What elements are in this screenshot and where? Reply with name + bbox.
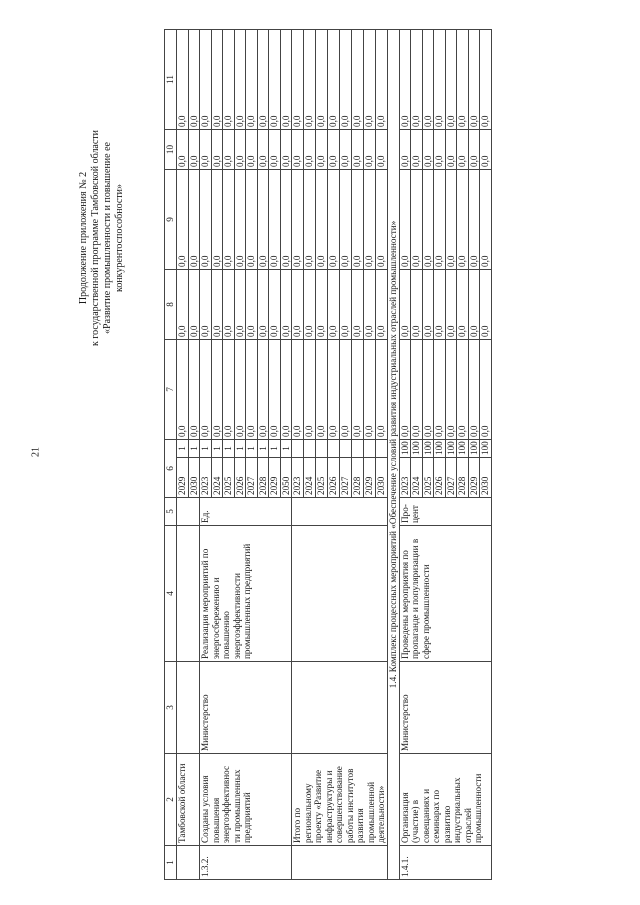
funding-cell: 0,0 bbox=[375, 340, 387, 440]
funding-cell: 0,0 bbox=[351, 270, 363, 340]
col-number: 9 bbox=[165, 170, 177, 270]
funding-cell: 0,0 bbox=[457, 30, 469, 130]
funding-cell: 0,0 bbox=[457, 170, 469, 270]
funding-cell: 0,0 bbox=[422, 340, 434, 440]
indicator-value-cell bbox=[363, 440, 375, 458]
funding-cell: 0,0 bbox=[445, 170, 457, 270]
funding-cell: 0,0 bbox=[188, 30, 200, 130]
indicator-value-cell bbox=[339, 440, 351, 458]
funding-cell: 0,0 bbox=[411, 30, 423, 130]
funding-cell: 0,0 bbox=[375, 30, 387, 130]
indicator-value-cell: 100 bbox=[411, 440, 423, 458]
funding-cell: 0,0 bbox=[457, 130, 469, 170]
item-description: Созданы условия повышения энергоэффективнос ти промышленных предприятий bbox=[200, 754, 292, 846]
year-cell: 2023 bbox=[292, 458, 304, 498]
year-cell: 2026 bbox=[327, 458, 339, 498]
funding-cell: 0,0 bbox=[257, 270, 269, 340]
indicator-value-cell: 1 bbox=[257, 440, 269, 458]
funding-cell: 0,0 bbox=[303, 130, 315, 170]
funding-cell: 0,0 bbox=[257, 170, 269, 270]
indicator-value-cell: 1 bbox=[234, 440, 246, 458]
funding-cell: 0,0 bbox=[303, 30, 315, 130]
funding-cell: 0,0 bbox=[257, 340, 269, 440]
indicator-value-cell: 1 bbox=[188, 440, 200, 458]
funding-cell: 0,0 bbox=[292, 130, 304, 170]
col-number: 2 bbox=[165, 754, 177, 846]
funding-cell: 0,0 bbox=[292, 270, 304, 340]
funding-cell: 0,0 bbox=[223, 270, 235, 340]
funding-cell: 0,0 bbox=[339, 340, 351, 440]
page-number: 21 bbox=[30, 447, 42, 457]
funding-cell: 0,0 bbox=[234, 130, 246, 170]
funding-cell: 0,0 bbox=[422, 130, 434, 170]
year-cell: 2024 bbox=[211, 458, 223, 498]
indicator-name bbox=[177, 526, 200, 662]
funding-cell: 0,0 bbox=[411, 130, 423, 170]
funding-cell: 0,0 bbox=[246, 340, 258, 440]
funding-cell: 0,0 bbox=[327, 270, 339, 340]
year-cell: 2025 bbox=[223, 458, 235, 498]
funding-cell: 0,0 bbox=[269, 30, 281, 130]
indicator-value-cell bbox=[327, 440, 339, 458]
indicator-value-cell: 100 bbox=[457, 440, 469, 458]
funding-cell: 0,0 bbox=[434, 340, 446, 440]
unit-of-measure: Ед. bbox=[200, 498, 292, 526]
year-cell: 2024 bbox=[411, 458, 423, 498]
funding-cell: 0,0 bbox=[339, 130, 351, 170]
funding-cell: 0,0 bbox=[422, 30, 434, 130]
funding-cell: 0,0 bbox=[315, 170, 327, 270]
indicator-value-cell: 1 bbox=[223, 440, 235, 458]
year-cell: 2027 bbox=[339, 458, 351, 498]
funding-cell: 0,0 bbox=[269, 270, 281, 340]
funding-cell: 0,0 bbox=[434, 270, 446, 340]
funding-cell: 0,0 bbox=[234, 170, 246, 270]
funding-cell: 0,0 bbox=[339, 170, 351, 270]
indicator-value-cell bbox=[375, 440, 387, 458]
year-cell: 2023 bbox=[399, 458, 411, 498]
funding-cell: 0,0 bbox=[363, 130, 375, 170]
funding-cell: 0,0 bbox=[434, 130, 446, 170]
year-cell: 2025 bbox=[422, 458, 434, 498]
funding-cell: 0,0 bbox=[211, 170, 223, 270]
funding-cell: 0,0 bbox=[246, 30, 258, 130]
funding-cell: 0,0 bbox=[480, 340, 492, 440]
funding-cell: 0,0 bbox=[339, 270, 351, 340]
funding-cell: 0,0 bbox=[223, 170, 235, 270]
year-cell: 2028 bbox=[257, 458, 269, 498]
funding-cell: 0,0 bbox=[445, 340, 457, 440]
indicator-value-cell: 100 bbox=[445, 440, 457, 458]
funding-cell: 0,0 bbox=[188, 340, 200, 440]
funding-cell: 0,0 bbox=[457, 270, 469, 340]
funding-cell: 0,0 bbox=[363, 270, 375, 340]
item-number bbox=[292, 846, 388, 880]
col-number: 11 bbox=[165, 30, 177, 130]
section-row bbox=[387, 30, 399, 880]
funding-cell: 0,0 bbox=[200, 130, 212, 170]
funding-cell: 0,0 bbox=[280, 270, 292, 340]
year-cell: 2026 bbox=[434, 458, 446, 498]
funding-cell: 0,0 bbox=[315, 30, 327, 130]
heading-line-2: к государственной программе Тамбовской области bbox=[90, 129, 101, 347]
indicator-value-cell bbox=[351, 440, 363, 458]
funding-cell: 0,0 bbox=[315, 130, 327, 170]
funding-cell: 0,0 bbox=[434, 170, 446, 270]
funding-cell: 0,0 bbox=[188, 130, 200, 170]
funding-cell: 0,0 bbox=[246, 130, 258, 170]
funding-cell: 0,0 bbox=[234, 30, 246, 130]
unit-of-measure bbox=[177, 498, 200, 526]
indicator-value-cell bbox=[315, 440, 327, 458]
funding-cell: 0,0 bbox=[327, 340, 339, 440]
funding-cell: 0,0 bbox=[422, 270, 434, 340]
funding-cell: 0,0 bbox=[399, 130, 411, 170]
funding-cell: 0,0 bbox=[480, 270, 492, 340]
funding-cell: 0,0 bbox=[177, 270, 189, 340]
responsible-executor bbox=[177, 662, 200, 754]
funding-cell: 0,0 bbox=[223, 340, 235, 440]
funding-cell: 0,0 bbox=[468, 170, 480, 270]
column-number-row bbox=[165, 30, 177, 880]
indicator-value-cell: 100 bbox=[480, 440, 492, 458]
item-description: Итого по региональному проекту «Развитие инфраструктуры и совершенствование работы институтов развития промышленной деятельности» bbox=[292, 754, 388, 846]
funding-cell: 0,0 bbox=[468, 340, 480, 440]
indicator-value-cell: 1 bbox=[200, 440, 212, 458]
responsible-executor: Министерство bbox=[399, 662, 491, 754]
funding-cell: 0,0 bbox=[234, 270, 246, 340]
item-description: Организация (участие) в совещаниях и семинарах по развитию индустриальных отраслей промышленности bbox=[399, 754, 491, 846]
funding-cell: 0,0 bbox=[327, 30, 339, 130]
funding-cell: 0,0 bbox=[177, 340, 189, 440]
indicator-name: Реализация мероприятий по энергосбережению и повышению энергоэффективности промышленных предприятий bbox=[200, 526, 292, 662]
col-number: 5 bbox=[165, 498, 177, 526]
funding-cell: 0,0 bbox=[246, 270, 258, 340]
funding-cell: 0,0 bbox=[280, 170, 292, 270]
heading-line-4: конкурентоспособности» bbox=[114, 183, 125, 293]
section-title: 1.4. Комплекс процессных мероприятий «Обеспечение условий развития индустриальных отраслей промышленности» bbox=[387, 30, 399, 880]
year-cell: 2029 bbox=[363, 458, 375, 498]
year-cell: 2023 bbox=[200, 458, 212, 498]
funding-cell: 0,0 bbox=[468, 270, 480, 340]
funding-cell: 0,0 bbox=[257, 30, 269, 130]
heading-line-1: Продолжение приложения № 2 bbox=[78, 171, 89, 305]
item-number: 1.4.1. bbox=[399, 846, 491, 880]
funding-cell: 0,0 bbox=[269, 170, 281, 270]
year-cell: 2025 bbox=[315, 458, 327, 498]
funding-cell: 0,0 bbox=[339, 30, 351, 130]
funding-cell: 0,0 bbox=[351, 170, 363, 270]
col-number: 3 bbox=[165, 662, 177, 754]
funding-cell: 0,0 bbox=[411, 170, 423, 270]
col-number: 7 bbox=[165, 340, 177, 440]
col-number: 10 bbox=[165, 130, 177, 170]
indicator-value-cell: 1 bbox=[280, 440, 292, 458]
funding-cell: 0,0 bbox=[363, 30, 375, 130]
funding-cell: 0,0 bbox=[399, 170, 411, 270]
funding-cell: 0,0 bbox=[211, 30, 223, 130]
funding-cell: 0,0 bbox=[351, 340, 363, 440]
year-cell: 2027 bbox=[246, 458, 258, 498]
funding-cell: 0,0 bbox=[375, 170, 387, 270]
funding-cell: 0,0 bbox=[327, 170, 339, 270]
funding-cell: 0,0 bbox=[246, 170, 258, 270]
item-description: Тамбовской области bbox=[177, 754, 200, 846]
funding-cell: 0,0 bbox=[363, 170, 375, 270]
year-cell: 2026 bbox=[234, 458, 246, 498]
funding-cell: 0,0 bbox=[411, 340, 423, 440]
indicator-value-cell: 1 bbox=[177, 440, 189, 458]
indicator-value-cell bbox=[303, 440, 315, 458]
year-cell: 2028 bbox=[351, 458, 363, 498]
year-cell: 2027 bbox=[445, 458, 457, 498]
funding-cell: 0,0 bbox=[327, 130, 339, 170]
funding-cell: 0,0 bbox=[480, 170, 492, 270]
funding-cell: 0,0 bbox=[434, 30, 446, 130]
item-number bbox=[177, 846, 200, 880]
indicator-value-cell: 1 bbox=[211, 440, 223, 458]
funding-cell: 0,0 bbox=[188, 270, 200, 340]
funding-cell: 0,0 bbox=[292, 30, 304, 130]
unit-of-measure bbox=[292, 498, 388, 526]
funding-cell: 0,0 bbox=[468, 30, 480, 130]
col-number: 8 bbox=[165, 270, 177, 340]
year-cell: 2024 bbox=[303, 458, 315, 498]
funding-cell: 0,0 bbox=[200, 30, 212, 130]
funding-cell: 0,0 bbox=[269, 340, 281, 440]
responsible-executor bbox=[292, 662, 388, 754]
funding-cell: 0,0 bbox=[223, 30, 235, 130]
appendix-heading bbox=[78, 58, 126, 418]
indicator-value-cell: 1 bbox=[269, 440, 281, 458]
year-cell: 2030 bbox=[188, 458, 200, 498]
indicator-value-cell: 100 bbox=[434, 440, 446, 458]
responsible-executor: Министерство bbox=[200, 662, 292, 754]
indicator-value-cell: 1 bbox=[246, 440, 258, 458]
table-row bbox=[200, 30, 212, 880]
funding-cell: 0,0 bbox=[315, 270, 327, 340]
funding-cell: 0,0 bbox=[280, 340, 292, 440]
funding-cell: 0,0 bbox=[211, 270, 223, 340]
funding-cell: 0,0 bbox=[292, 340, 304, 440]
year-cell: 2029 bbox=[177, 458, 189, 498]
funding-cell: 0,0 bbox=[303, 270, 315, 340]
funding-cell: 0,0 bbox=[188, 170, 200, 270]
indicator-value-cell bbox=[292, 440, 304, 458]
funding-cell: 0,0 bbox=[363, 340, 375, 440]
funding-cell: 0,0 bbox=[257, 130, 269, 170]
table-row bbox=[177, 30, 189, 880]
indicator-name bbox=[292, 526, 388, 662]
funding-cell: 0,0 bbox=[177, 130, 189, 170]
funding-cell: 0,0 bbox=[315, 340, 327, 440]
funding-cell: 0,0 bbox=[280, 30, 292, 130]
year-cell: 2029 bbox=[468, 458, 480, 498]
funding-cell: 0,0 bbox=[269, 130, 281, 170]
funding-cell: 0,0 bbox=[457, 340, 469, 440]
col-number: 1 bbox=[165, 846, 177, 880]
funding-cell: 0,0 bbox=[200, 270, 212, 340]
funding-cell: 0,0 bbox=[422, 170, 434, 270]
col-number: 6 bbox=[165, 440, 177, 498]
funding-cell: 0,0 bbox=[177, 30, 189, 130]
funding-cell: 0,0 bbox=[200, 340, 212, 440]
year-cell: 2028 bbox=[457, 458, 469, 498]
funding-cell: 0,0 bbox=[303, 170, 315, 270]
funding-cell: 0,0 bbox=[280, 130, 292, 170]
rotated-table-container bbox=[164, 30, 584, 880]
year-cell: 2029 bbox=[269, 458, 281, 498]
funding-cell: 0,0 bbox=[177, 170, 189, 270]
table-row bbox=[292, 30, 304, 880]
funding-cell: 0,0 bbox=[292, 170, 304, 270]
funding-cell: 0,0 bbox=[351, 130, 363, 170]
year-cell: 2030 bbox=[375, 458, 387, 498]
funding-cell: 0,0 bbox=[468, 130, 480, 170]
funding-cell: 0,0 bbox=[375, 270, 387, 340]
program-table bbox=[164, 29, 492, 880]
funding-cell: 0,0 bbox=[445, 130, 457, 170]
indicator-value-cell: 100 bbox=[422, 440, 434, 458]
year-cell: 2050 bbox=[280, 458, 292, 498]
heading-line-3: «Развитие промышленности и повышение ее bbox=[102, 142, 113, 334]
funding-cell: 0,0 bbox=[411, 270, 423, 340]
funding-cell: 0,0 bbox=[351, 30, 363, 130]
funding-cell: 0,0 bbox=[303, 340, 315, 440]
table-row bbox=[399, 30, 411, 880]
item-number: 1.3.2. bbox=[200, 846, 292, 880]
funding-cell: 0,0 bbox=[399, 340, 411, 440]
funding-cell: 0,0 bbox=[445, 30, 457, 130]
funding-cell: 0,0 bbox=[211, 130, 223, 170]
funding-cell: 0,0 bbox=[480, 130, 492, 170]
funding-cell: 0,0 bbox=[200, 170, 212, 270]
table-body bbox=[165, 30, 492, 880]
unit-of-measure: Про- цент bbox=[399, 498, 491, 526]
funding-cell: 0,0 bbox=[445, 270, 457, 340]
col-number: 4 bbox=[165, 526, 177, 662]
funding-cell: 0,0 bbox=[211, 340, 223, 440]
funding-cell: 0,0 bbox=[480, 30, 492, 130]
funding-cell: 0,0 bbox=[399, 270, 411, 340]
indicator-value-cell: 100 bbox=[399, 440, 411, 458]
funding-cell: 0,0 bbox=[223, 130, 235, 170]
funding-cell: 0,0 bbox=[375, 130, 387, 170]
funding-cell: 0,0 bbox=[399, 30, 411, 130]
indicator-name: Проведены мероприятия по пропаганде и популяризации в сфере промышленности bbox=[399, 526, 491, 662]
funding-cell: 0,0 bbox=[234, 340, 246, 440]
indicator-value-cell: 100 bbox=[468, 440, 480, 458]
year-cell: 2030 bbox=[480, 458, 492, 498]
